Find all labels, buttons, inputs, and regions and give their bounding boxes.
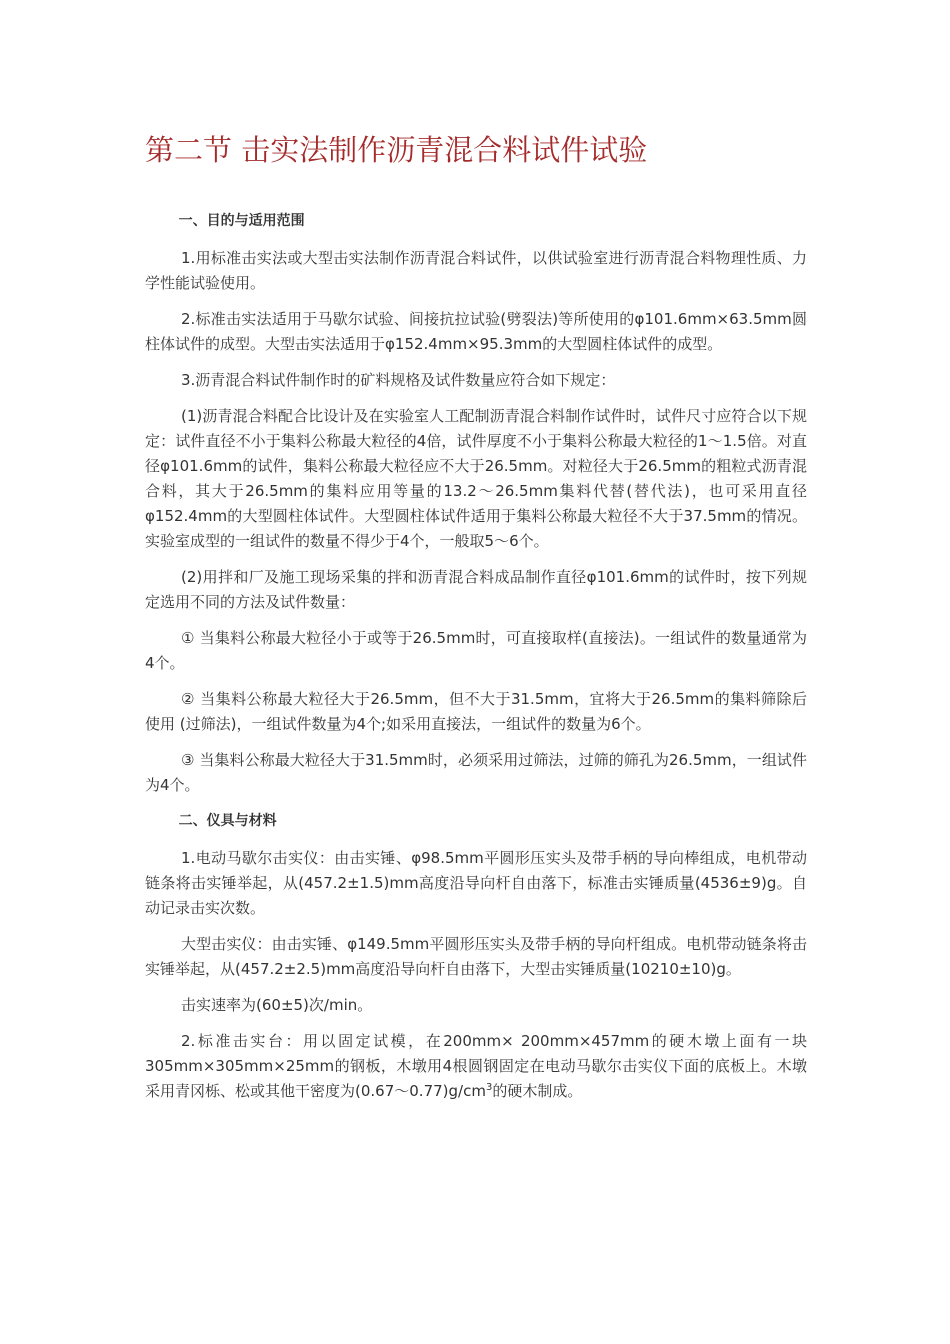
paragraph: ③ 当集料公称最大粒径大于31.5mm时，必须采用过筛法，过筛的筛孔为26.5mm，一组试件为4个。 bbox=[145, 751, 807, 794]
paragraph bbox=[145, 1029, 807, 1104]
paragraph: 2.标准击实法适用于马歇尔试验、间接抗拉试验(劈裂法)等所使用的φ101.6mm×63.5mm圆柱体试件的成型。大型击实法适用于φ152.4mm×95.3mm的大型圆柱体试件的成型。 bbox=[145, 310, 807, 353]
paragraph: (2)用拌和厂及施工现场采集的拌和沥青混合料成品制作直径φ101.6mm的试件时，按下列规定选用不同的方法及试件数量： bbox=[145, 568, 807, 611]
document-title: 第二节 击实法制作沥青混合料试件试验 bbox=[145, 133, 648, 167]
document-body bbox=[145, 209, 807, 1115]
section-heading-purpose: 一、目的与适用范围 bbox=[178, 213, 305, 229]
paragraph: 3.沥青混合料试件制作时的矿料规格及试件数量应符合如下规定： bbox=[181, 371, 616, 389]
paragraph: (1)沥青混合料配合比设计及在实验室人工配制沥青混合料制作试件时，试件尺寸应符合以下规定：试件直径不小于集料公称最大粒径的4倍，试件厚度不小于集料公称最大粒径的1～1.5倍。对直径φ101.6mm的试件，集料公称最大粒径应不大于26.5mm。对粒径大于26.5mm的粗粒式沥青混合料，其大于26.5mm的集料应用等量的13.2～26.5mm集料代替(替代法)，也可采用直径φ152.4mm的大型圆柱体试件。大型圆柱体试件适用于集料公称最大粒径不大于37.5mm的情况。实验室成型的一组试件的数量不得少于4个，一般取5～6个。 bbox=[145, 407, 807, 550]
paragraph: ② 当集料公称最大粒径大于26.5mm，但不大于31.5mm，宜将大于26.5mm的集料筛除后使用 (过筛法)，一组试件数量为4个;如采用直接法，一组试件的数量为6个。 bbox=[145, 690, 807, 733]
paragraph: 大型击实仪：由击实锤、φ149.5mm平圆形压实头及带手柄的导向杆组成。电机带动链条将击实锤举起，从(457.2±2.5)mm高度沿导向杆自由落下，大型击实锤质量(10210±10)g。 bbox=[145, 935, 807, 978]
section-heading-apparatus: 二、仪具与材料 bbox=[178, 813, 277, 829]
paragraph: 击实速率为(60±5)次/min。 bbox=[181, 996, 373, 1014]
superscript: 3 bbox=[485, 1082, 493, 1093]
paragraph: 1.电动马歇尔击实仪：由击实锤、φ98.5mm平圆形压实头及带手柄的导向棒组成，电机带动链条将击实锤举起，从(457.2±1.5)mm高度沿导向杆自由落下，标准击实锤质量(4536±9)g。自动记录击实次数。 bbox=[145, 849, 807, 917]
paragraph: ① 当集料公称最大粒径小于或等于26.5mm时，可直接取样(直接法)。一组试件的数量通常为4个。 bbox=[145, 629, 807, 672]
paragraph-text-tail: 的硬木制成。 bbox=[492, 1082, 583, 1100]
paragraph-text: 2.标准击实台：用以固定试模，在200mm× 200mm×457mm的硬木墩上面有一块305mm×305mm×25mm的钢板，木墩用4根圆钢固定在电动马歇尔击实仪下面的底板上。木墩采用青冈栎、松或其他干密度为(0.67～0.77)g/cm bbox=[145, 1032, 807, 1100]
paragraph: 1.用标准击实法或大型击实法制作沥青混合料试件，以供试验室进行沥青混合料物理性质、力学性能试验使用。 bbox=[145, 249, 807, 292]
